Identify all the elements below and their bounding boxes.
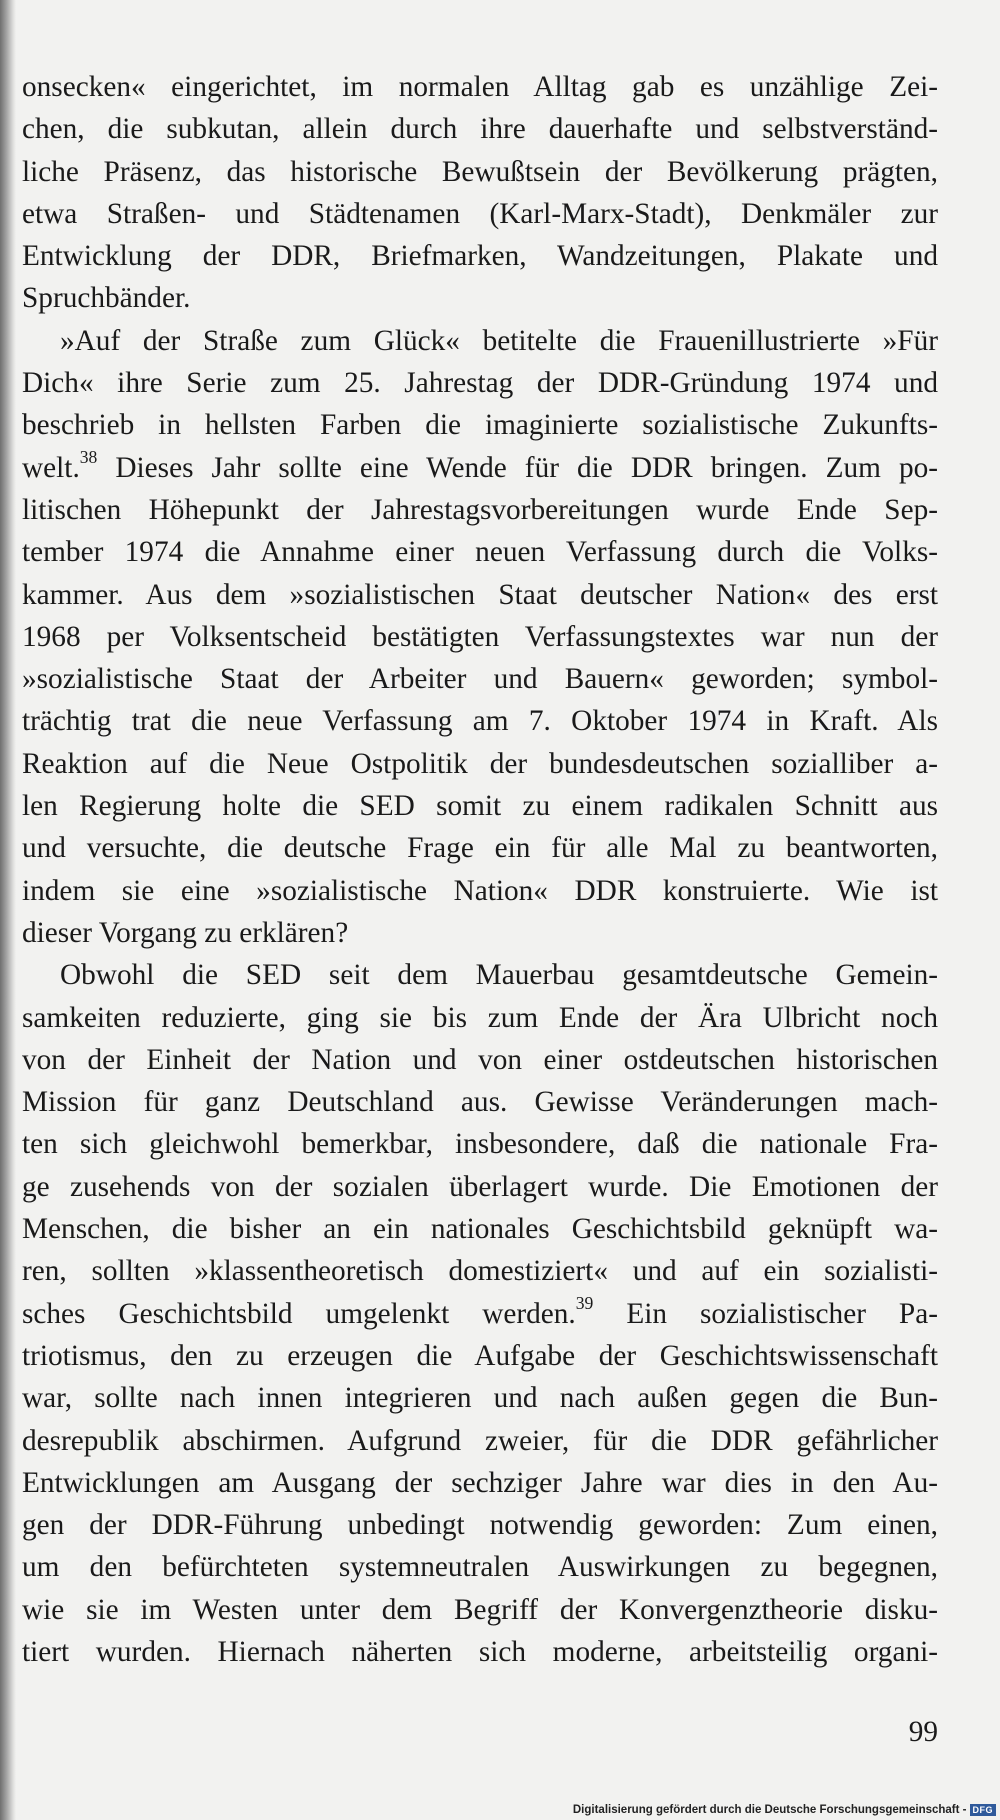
text-line: indem sie eine »sozialistische Nation« DDR konstruierte. Wie ist xyxy=(22,874,938,907)
body-text xyxy=(22,66,938,1673)
text-line: Dich« ihre Serie zum 25. Jahrestag der DDR-Gründung 1974 und xyxy=(22,367,938,400)
text-line: dieser Vorgang zu erklären? xyxy=(22,916,349,949)
line-text: Dieses Jahr sollte eine Wende für die DDR bringen. Zum po- xyxy=(97,451,938,484)
text-line: Entwicklungen am Ausgang der sechziger Jahre war dies in den Au- xyxy=(22,1466,938,1499)
text-line: ten sich gleichwohl bemerkbar, insbesondere, daß die nationale Fra- xyxy=(22,1128,938,1161)
digitization-credit xyxy=(573,1804,996,1816)
page-number: 99 xyxy=(908,1716,938,1748)
text-line: ren, sollten »klassentheoretisch domestiziert« und auf ein sozialisti- xyxy=(22,1255,938,1288)
text-line: kammer. Aus dem »sozialistischen Staat deutscher Nation« des erst xyxy=(22,578,938,611)
line-text: sches Geschichtsbild umgelenkt werden. xyxy=(22,1297,576,1330)
text-line xyxy=(22,1293,938,1335)
text-line: tember 1974 die Annahme einer neuen Verfassung durch die Volks- xyxy=(22,536,938,569)
text-line: Entwicklung der DDR, Briefmarken, Wandzeitungen, Plakate und xyxy=(22,240,938,273)
text-line: Spruchbänder. xyxy=(22,282,191,315)
dfg-logo: DFG xyxy=(970,1804,997,1816)
line-text: welt. xyxy=(22,451,80,484)
text-line: trächtig trat die neue Verfassung am 7. Oktober 1974 in Kraft. Als xyxy=(22,705,938,738)
line-text: Ein sozialistischer Pa- xyxy=(593,1297,938,1330)
credit-text: Digitalisierung gefördert durch die Deutsche Forschungsgemeinschaft - xyxy=(572,1804,967,1816)
text-line: Obwohl die SED seit dem Mauerbau gesamtdeutsche Gemein- xyxy=(60,959,938,992)
footnote-ref: 38 xyxy=(79,447,98,468)
text-line: liche Präsenz, das historische Bewußtsein der Bevölkerung prägten, xyxy=(22,155,938,188)
text-line: Mission für ganz Deutschland aus. Gewisse Veränderungen mach- xyxy=(22,1086,938,1119)
text-line: »sozialistische Staat der Arbeiter und Bauern« geworden; symbol- xyxy=(22,663,938,696)
text-line: etwa Straßen- und Städtenamen (Karl-Marx-Stadt), Denkmäler zur xyxy=(22,197,938,230)
text-line: wie sie im Westen unter dem Begriff der Konvergenztheorie disku- xyxy=(22,1593,938,1626)
text-line xyxy=(22,447,938,489)
text-line: onsecken« eingerichtet, im normalen Alltag gab es unzählige Zei- xyxy=(22,71,938,103)
text-line: um den befürchteten systemneutralen Auswirkungen zu begegnen, xyxy=(22,1551,938,1584)
text-line: ge zusehends von der sozialen überlagert wurde. Die Emotionen der xyxy=(22,1170,938,1203)
text-line: tiert wurden. Hiernach näherten sich moderne, arbeitsteilig organi- xyxy=(22,1635,938,1668)
text-line: war, sollte nach innen integrieren und nach außen gegen die Bun- xyxy=(22,1382,938,1415)
text-line: Menschen, die bisher an ein nationales Geschichtsbild geknüpft wa- xyxy=(22,1213,938,1246)
text-line: triotismus, den zu erzeugen die Aufgabe der Geschichtswissenschaft xyxy=(22,1339,938,1372)
text-line: 1968 per Volksentscheid bestätigten Verfassungstextes war nun der xyxy=(22,620,938,653)
text-line: gen der DDR-Führung unbedingt notwendig geworden: Zum einen, xyxy=(22,1509,938,1542)
text-line: von der Einheit der Nation und von einer ostdeutschen historischen xyxy=(22,1043,938,1076)
text-line: litischen Höhepunkt der Jahrestagsvorbereitungen wurde Ende Sep- xyxy=(22,493,938,526)
book-spine-shadow xyxy=(0,0,16,1820)
text-line: Reaktion auf die Neue Ostpolitik der bundesdeutschen sozialliber a- xyxy=(22,747,938,780)
footnote-ref: 39 xyxy=(575,1293,594,1314)
text-line: »Auf der Straße zum Glück« betitelte die Frauenillustrierte »Für xyxy=(60,324,938,357)
text-line: samkeiten reduzierte, ging sie bis zum Ende der Ära Ulbricht noch xyxy=(22,1001,938,1034)
text-line: beschrieb in hellsten Farben die imaginierte sozialistische Zukunfts- xyxy=(22,409,938,442)
text-line: chen, die subkutan, allein durch ihre dauerhafte und selbstverständ- xyxy=(22,113,938,146)
text-line: desrepublik abschirmen. Aufgrund zweier, für die DDR gefährlicher xyxy=(22,1424,938,1457)
text-line: len Regierung holte die SED somit zu einem radikalen Schnitt aus xyxy=(22,790,938,823)
text-line: und versuchte, die deutsche Frage ein für alle Mal zu beantworten, xyxy=(22,832,938,865)
